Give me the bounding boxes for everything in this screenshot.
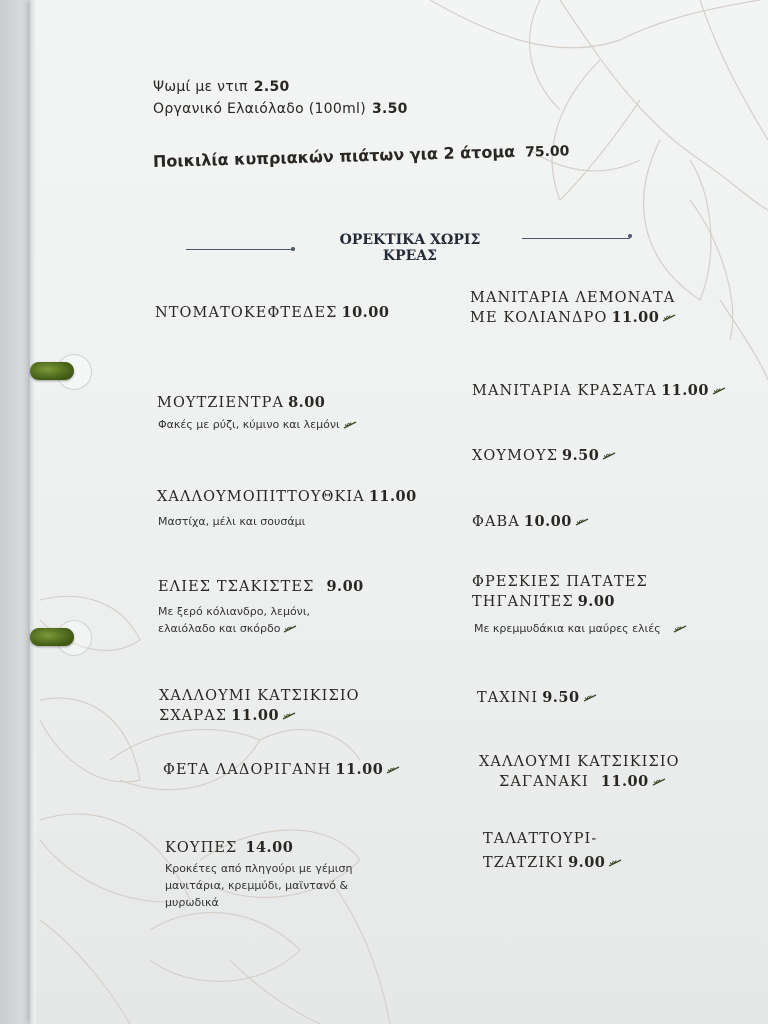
leaf-icon <box>673 625 687 633</box>
item-description: Με ξερό κόλιανδρο, λεμόνι, ελαιόλαδο και σκόρδο <box>158 605 311 635</box>
menu-item-halloumopittouthkia <box>157 487 417 507</box>
item-price: 10.00 <box>341 304 390 321</box>
section-title <box>300 232 520 264</box>
item-price: 10.00 <box>523 513 572 530</box>
item-name: ΝΤΟΜΑΤΟΚΕΦΤΕΔΕΣ <box>155 305 338 321</box>
item-price: 9.50 <box>562 447 600 464</box>
item-name: Ποικιλία κυπριακών πιάτων για 2 άτομα <box>152 141 516 171</box>
item-name: ΤΑΛΑΤΤΟΥΡΙ- <box>483 831 598 847</box>
item-name-cont: ΣΧΑΡΑΣ <box>159 708 228 724</box>
item-name: ΧΑΛΛΟΥΜΙ ΚΑΤΣΙΚΙΣΙΟ <box>159 688 360 704</box>
item-price: 9.00 <box>326 578 364 595</box>
item-name: ΧΟΥΜΟΥΣ <box>472 448 559 464</box>
leaf-icon <box>662 314 676 322</box>
item-price: 75.00 <box>524 143 570 161</box>
menu-item-tahini <box>477 688 597 708</box>
menu-item-manitaria-lemonata <box>470 289 676 328</box>
item-price: 14.00 <box>245 839 294 856</box>
menu-item-fava <box>472 512 589 532</box>
item-price: 9.00 <box>577 593 616 610</box>
leaf-icon <box>386 766 400 774</box>
leaf-icon <box>343 421 357 429</box>
leaf-icon <box>282 712 296 720</box>
menu-item-elies-tsakistes <box>158 577 364 597</box>
menu-item-manitaria-krasata <box>472 381 726 401</box>
divider-dot <box>291 247 295 251</box>
section-divider-left <box>186 249 292 250</box>
leaf-icon <box>602 452 616 460</box>
binder-ring-top <box>30 362 74 380</box>
menu-item-koupes <box>165 838 293 858</box>
leaf-icon <box>712 387 726 395</box>
menu-item-halloumi-sharas <box>159 687 360 726</box>
item-price: 3.50 <box>371 101 408 117</box>
menu-item-talattouri-tzatziki <box>483 830 622 873</box>
item-name: ΜΑΝΙΤΑΡΙΑ ΛΕΜΟΝΑΤΑ <box>470 290 676 306</box>
item-name-cont: ΜΕ ΚΟΛΙΑΝΔΡΟ <box>470 310 608 326</box>
item-name: ΦΡΕΣΚΙΕΣ ΠΑΤΑΤΕΣ <box>472 574 648 590</box>
item-name-cont: ΣΑΓΑΝΑΚΙ <box>499 774 589 790</box>
divider-dot <box>628 234 632 238</box>
item-name: Ψωμί με ντιπ <box>153 79 248 95</box>
item-name-cont: ΤΗΓΑΝΙΤΕΣ <box>472 594 574 610</box>
item-price: 9.00 <box>568 854 606 871</box>
item-name: ΚΟΥΠΕΣ <box>165 840 238 856</box>
item-name: ΜΟΥΤΖΙΕΝΤΡΑ <box>157 395 285 411</box>
leaf-icon <box>652 778 666 786</box>
item-price: 9.50 <box>542 689 580 706</box>
item-price: 11.00 <box>661 382 709 399</box>
menu-item-houmous <box>472 446 616 466</box>
item-price: 8.00 <box>288 394 326 411</box>
item-description: Μαστίχα, μέλι και σουσάμι <box>158 515 306 528</box>
item-description: Κροκέτες από πληγούρι με γέμιση μανιτάρια, κρεμμύδι, μαϊντανό & μυρωδικά <box>165 862 353 909</box>
item-price: 11.00 <box>600 773 649 790</box>
item-price: 11.00 <box>231 707 280 724</box>
leaf-icon <box>283 625 297 633</box>
item-name: ΦΑΒΑ <box>472 514 520 530</box>
item-name: ΧΑΛΛΟΥΜΟΠΙΤΤΟΥΘΚΙΑ <box>157 489 365 505</box>
item-name-cont: ΤΖΑΤΖΙΚΙ <box>483 855 565 871</box>
item-price: 11.00 <box>335 761 384 778</box>
leaf-icon <box>608 859 622 867</box>
item-description: Με κρεμμυδάκια και μαύρες ελιές <box>474 620 687 637</box>
menu-item-moutzientra <box>157 393 325 413</box>
menu-item-feta-ladorigani <box>163 760 400 780</box>
menu-item-olive-oil <box>153 101 408 117</box>
item-name: ΤΑΧΙΝΙ <box>477 690 539 706</box>
item-price: 11.00 <box>368 488 417 505</box>
item-name: ΜΑΝΙΤΑΡΙΑ ΚΡΑΣΑΤΑ <box>472 383 658 399</box>
item-description: Φακές με ρύζι, κύμινο και λεμόνι <box>158 416 357 433</box>
menu-item-bread <box>153 79 290 95</box>
menu-item-fresh-fries <box>472 573 648 612</box>
menu-item-halloumi-saganaki <box>479 753 680 792</box>
item-price: 2.50 <box>253 79 290 95</box>
leaf-icon <box>575 518 589 526</box>
item-name: ΧΑΛΛΟΥΜΙ ΚΑΤΣΙΚΙΣΙΟ <box>479 754 680 770</box>
item-price: 11.00 <box>611 309 660 326</box>
section-title-line1: ΟΡΕΚΤΙΚΑ ΧΩΡΙΣ <box>339 232 481 248</box>
section-title-line2: ΚΡΕΑΣ <box>382 248 438 264</box>
item-name: Οργανικό Ελαιόλαδο (100ml) <box>153 101 366 117</box>
item-name: ΦΕΤΑ ΛΑΔΟΡΙΓΑΝΗ <box>163 762 332 778</box>
item-name: ΕΛΙΕΣ ΤΣΑΚΙΣΤΕΣ <box>158 579 315 595</box>
menu-item-ntomatokeftedes <box>155 303 389 323</box>
binder-ring-bottom <box>30 628 74 646</box>
section-divider-right <box>522 238 630 239</box>
leaf-icon <box>583 694 597 702</box>
